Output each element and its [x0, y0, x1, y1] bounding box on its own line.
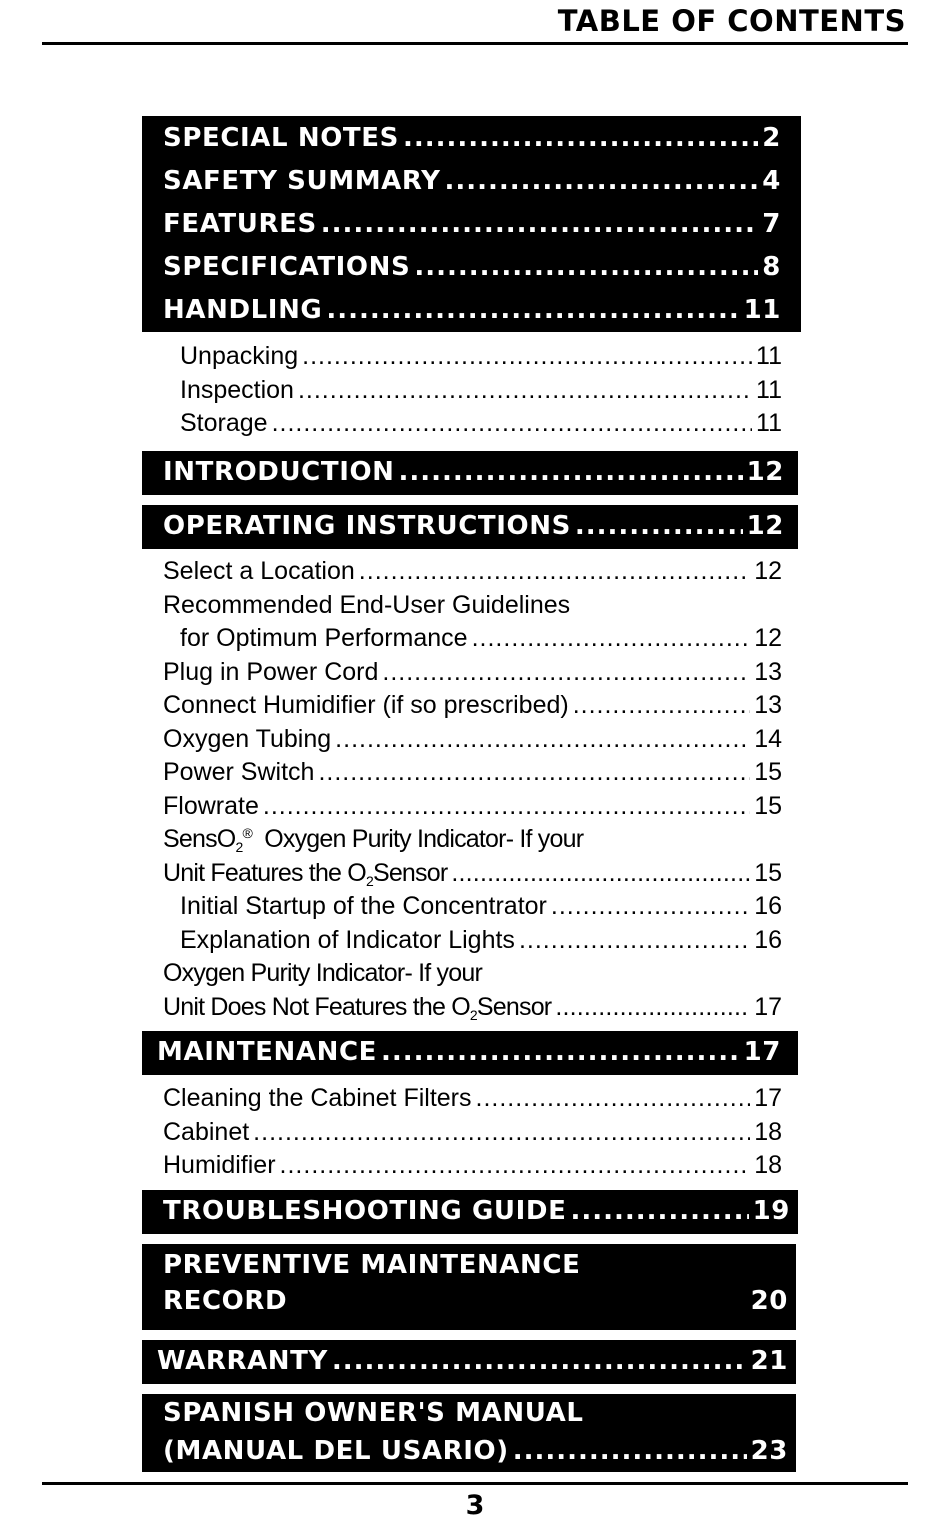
toc-entry-humidifier-connect[interactable]: Connect Humidifier (if so prescribed) ..... 13	[163, 689, 782, 723]
toc-entry-indicator-lights[interactable]: Explanation of Indicator Lights ..... 16	[163, 924, 782, 958]
toc-entry-guidelines-line1[interactable]: Recommended End-User Guidelines	[163, 590, 571, 619]
toc-entry-flowrate[interactable]: Flowrate ..... 15	[163, 790, 782, 824]
toc-section-operating	[142, 555, 782, 1024]
toc-block-main	[142, 116, 801, 332]
toc-entry-introduction[interactable]: INTRODUCTION ..... 12	[142, 451, 798, 495]
toc-entry-troubleshooting[interactable]: TROUBLESHOOTING GUIDE ..... 19	[142, 1190, 798, 1234]
toc-entry-spanish-manual[interactable]: SPANISH OWNER'S MANUAL (MANUAL DEL USARIO) ..... 23	[142, 1394, 796, 1472]
toc-entry-senso2-line1[interactable]: SensO$_2$® Oxygen Purity Indicator- If your	[163, 825, 584, 855]
toc-section-handling	[142, 340, 782, 441]
toc-entry-power-switch[interactable]: Power Switch ..... 15	[163, 756, 782, 790]
toc-entry-handling[interactable]: HANDLING ..... 11	[163, 289, 781, 332]
toc-entry-opi-line2[interactable]: Unit Does Not Features the $O_2Sensor$ ..... 17	[163, 991, 782, 1025]
toc-entry-safety-summary[interactable]: SAFETY SUMMARY ..... 4	[163, 160, 781, 203]
toc-entry-power-cord[interactable]: Plug in Power Cord ..... 13	[163, 656, 782, 690]
toc-entry-features[interactable]: FEATURES ..... 7	[163, 203, 781, 246]
toc-entry-storage[interactable]: Storage ..... 11	[180, 407, 782, 441]
toc-entry-senso2-line2[interactable]: Unit Features the $O_2Sensor$ ..... 15	[163, 857, 782, 891]
toc-entry-cleaning-filters[interactable]: Cleaning the Cabinet Filters ..... 17	[163, 1082, 782, 1116]
toc-entry-inspection[interactable]: Inspection ..... 11	[180, 374, 782, 408]
toc-entry-select-location[interactable]: Select a Location ..... 12	[163, 555, 782, 589]
toc-entry-unpacking[interactable]: Unpacking ..... 11	[180, 340, 782, 374]
toc-entry-humidifier[interactable]: Humidifier ..... 18	[163, 1149, 782, 1183]
toc-entry-special-notes[interactable]: SPECIAL NOTES ..... 2	[163, 117, 781, 160]
page-header: TABLE OF CONTENTS	[557, 4, 906, 38]
toc-entry-oxygen-tubing[interactable]: Oxygen Tubing ..... 14	[163, 723, 782, 757]
toc-entry-maintenance[interactable]: MAINTENANCE ..... 17	[142, 1031, 798, 1075]
toc-entry-opi-line1[interactable]: Oxygen Purity Indicator- If your	[163, 959, 482, 987]
toc-entry-initial-startup[interactable]: Initial Startup of the Concentrator ..... 16	[163, 890, 782, 924]
toc-entry-cabinet[interactable]: Cabinet ..... 18	[163, 1116, 782, 1150]
toc-section-maintenance	[142, 1082, 782, 1183]
page-number: 3	[465, 1490, 485, 1521]
toc-entry-warranty[interactable]: WARRANTY ..... 21	[142, 1340, 796, 1384]
header-rule	[42, 42, 908, 45]
toc-entry-preventive-maintenance[interactable]: PREVENTIVE MAINTENANCE RECORD 20	[142, 1244, 796, 1330]
toc-entry-specifications[interactable]: SPECIFICATIONS ..... 8	[163, 246, 781, 289]
footer-rule	[42, 1482, 908, 1485]
toc-entry-operating-instructions[interactable]: OPERATING INSTRUCTIONS ..... 12	[142, 505, 798, 549]
toc-entry-guidelines-line2[interactable]: for Optimum Performance ..... 12	[163, 622, 782, 656]
